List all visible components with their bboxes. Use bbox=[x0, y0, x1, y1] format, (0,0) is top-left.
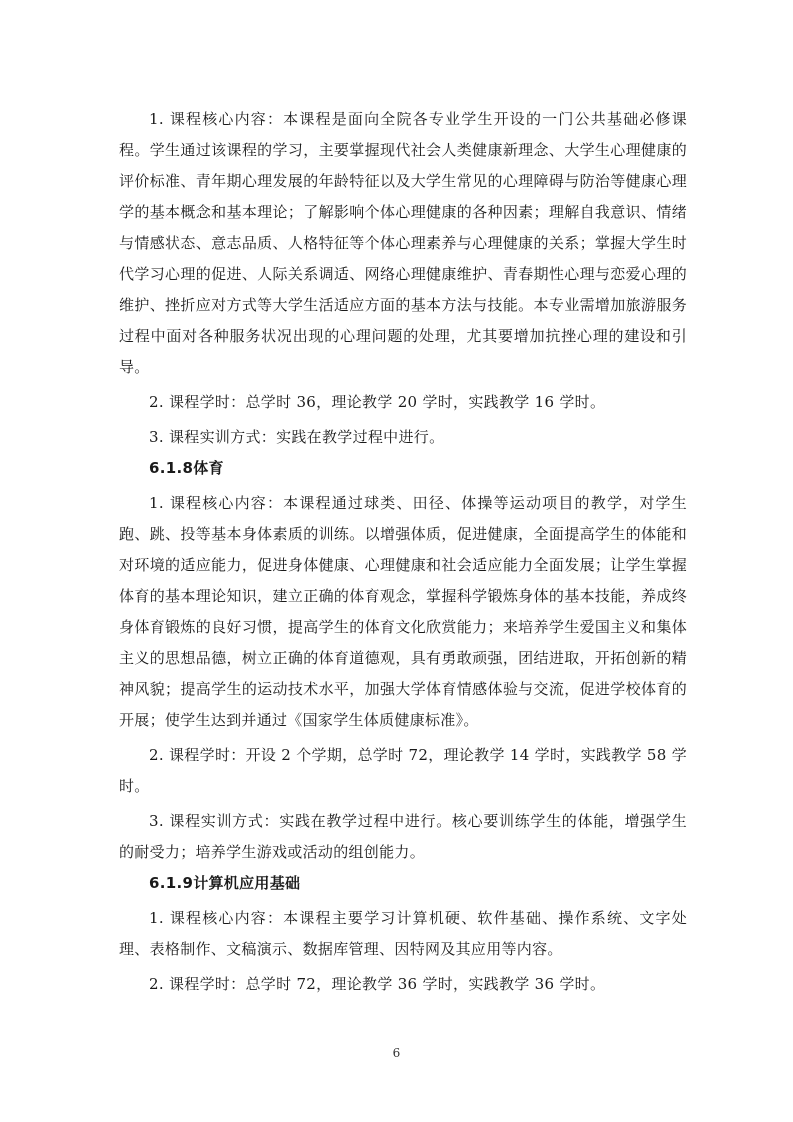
paragraph-pe-training: 3. 课程实训方式：实践在教学过程中进行。核心要训练学生的体能，增强学生的耐受力；培养学生游戏或活动的组创能力。 bbox=[119, 812, 687, 861]
section-heading-pe: 6.1.8体育 bbox=[149, 459, 224, 477]
paragraph-course-content: 1. 课程核心内容：本课程是面向全院各专业学生开设的一门公共基础必修课程。学生通过该课程的学习，主要掌握现代社会人类健康新理念、大学生心理健康的评价标准、青年期心理发展的年龄特征以及大学生常见的心理障碍与防治等健康心理学的基本概念和基本理论；了解影响个体心理健康的各种因素；理解自我意识、情绪与情感状态、意志品质、人格特征等个体心理素养与心理健康的关系；掌握大学生时代学习心理的促进、人际关系调适、网络心理健康维护、青春期性心理与恋爱心理的维护、挫折应对方式等大学生活适应方面的基本方法与技能。本专业需增加旅游服务过程中面对各种服务状况出现的心理问题的处理，尤其要增加抗挫心理的建设和引导。 bbox=[119, 110, 687, 376]
paragraph-pe-content: 1. 课程核心内容：本课程通过球类、田径、体操等运动项目的教学，对学生跑、跳、投等基本身体素质的训练。以增强体质，促进健康，全面提高学生的体能和对环境的适应能力，促进身体健康、心理健康和社会适应能力全面发展；让学生掌握体育的基本理论知识，建立正确的体育观念，掌握科学锻炼身体的基本技能，养成终身体育锻炼的良好习惯，提高学生的体育文化欣赏能力；来培养学生爱国主义和集体主义的思想品德，树立正确的体育道德观，具有勇敢顽强，团结进取，开拓创新的精神风貌；提高学生的运动技术水平，加强大学体育情感体验与交流，促进学校体育的开展；使学生达到并通过《国家学生体质健康标准》。 bbox=[119, 494, 687, 729]
page-number: 6 bbox=[392, 1046, 401, 1060]
paragraph-pe-hours: 2. 课程学时：开设 2 个学期，总学时 72，理论教学 14 学时，实践教学 58 学时。 bbox=[119, 746, 687, 795]
paragraph-course-hours: 2. 课程学时：总学时 36，理论教学 20 学时，实践教学 16 学时。 bbox=[149, 393, 606, 411]
paragraph-computer-hours: 2. 课程学时：总学时 72，理论教学 36 学时，实践教学 36 学时。 bbox=[149, 975, 606, 993]
paragraph-training-method: 3. 课程实训方式：实践在教学过程中进行。 bbox=[149, 428, 445, 446]
section-heading-computer: 6.1.9计算机应用基础 bbox=[149, 874, 301, 892]
document-body bbox=[119, 104, 687, 1000]
paragraph-computer-content: 1. 课程核心内容：本课程主要学习计算机硬、软件基础、操作系统、文字处理、表格制作、文稿演示、数据库管理、因特网及其应用等内容。 bbox=[119, 909, 687, 958]
